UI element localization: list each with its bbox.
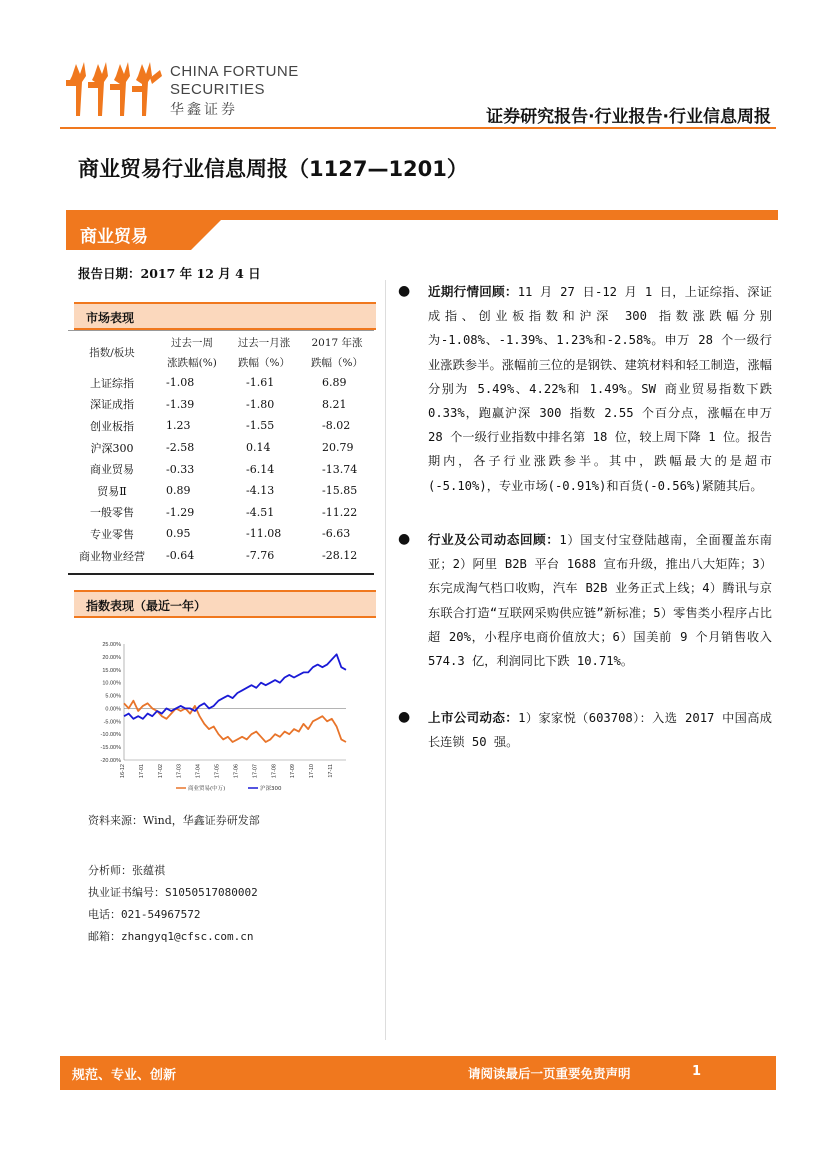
- industry-news-body: 1）国支付宝登陆越南，全面覆盖东南亚；2）阿里 B2B 平台 1688 宣布升级，推出八大矩阵；3）东完成淘气档口收购，汽车 B2B 业务正式上线；4）腾讯与京东联合打造“互联网采购供应链”新标准；5）零售类小程序占比超 20%，小程序电商价值放大；6）国美前 9 个月销售收入 574.3 亿，利润同比下跌 10.71%。: [428, 533, 772, 669]
- x-tick-label: 17-02: [157, 764, 164, 779]
- row-week: -0.33: [166, 462, 195, 476]
- row-name: 贸易Ⅱ: [97, 484, 127, 498]
- header-month-line1: 过去一月涨: [237, 336, 291, 349]
- row-week: -1.39: [166, 397, 195, 411]
- x-tick-label: 17-06: [233, 764, 240, 779]
- table-row: [68, 394, 374, 416]
- y-tick-label: -5.00%: [103, 719, 121, 726]
- sector-banner: [66, 210, 778, 250]
- y-tick-label: 0.00%: [105, 706, 121, 713]
- x-tick-label: 17-09: [290, 764, 297, 779]
- analyst-phone: 电话：021-54967572: [88, 908, 201, 921]
- table-bottom-rule: [68, 573, 374, 575]
- market-performance-title: 市场表现: [74, 302, 376, 330]
- market-performance-table: [68, 332, 374, 566]
- row-name: 深证成指: [90, 398, 134, 412]
- row-month: -11.08: [246, 527, 282, 541]
- bullet-icon: ●: [398, 283, 411, 299]
- legend-label: 沪深300: [260, 786, 282, 792]
- row-name: 沪深300: [90, 441, 134, 455]
- analyst-certificate: 执业证书编号：S1050517080002: [88, 886, 258, 899]
- row-month: -1.80: [246, 397, 275, 411]
- row-ytd: -8.02: [322, 419, 351, 433]
- x-tick-label: 17-08: [271, 764, 278, 779]
- row-month: -1.55: [246, 419, 275, 433]
- row-month: -6.14: [246, 462, 275, 476]
- row-ytd: -15.85: [322, 484, 358, 498]
- analyst-name: 分析师：张蕴祺: [88, 864, 165, 877]
- industry-news-heading: 行业及公司动态回顾：: [428, 532, 560, 547]
- x-tick-label: 17-03: [176, 764, 183, 779]
- header-divider: [60, 127, 776, 129]
- source-note: 资料来源：Wind，华鑫证券研发部: [88, 814, 260, 827]
- header-index-name: 指数/板块: [89, 346, 135, 359]
- row-week: 0.95: [166, 527, 191, 541]
- market-review-body: 11 月 27 日-12 月 1 日，上证综指、深证成指、创业板指数和沪深 300 指数涨跌幅分别为-1.08%、-1.39%、1.23%和-2.58%。申万 28 个一级行业涨跌参半。涨幅前三位的是钢铁、建筑材料和轻工制造，涨幅分别为 5.49%、4.22%和 1.49%。SW 商业贸易指数下跌 0.33%，跑赢沪深 300 指数 2.55 个百分点，涨幅在申万 28 个一级行业指数中排名第 18 位，较上周下降 1 位。报告期内，各子行业涨跌参半。其中，跌幅最大的是超市(-5.10%)，专业市场(-0.91%)和百货(-0.56%)紧随其后。: [428, 285, 772, 493]
- series-line: [124, 654, 346, 719]
- header-week-line1: 过去一周: [171, 336, 213, 349]
- row-month: -7.76: [246, 549, 275, 563]
- index-performance-title: 指数表现（最近一年）: [74, 590, 376, 618]
- row-name: 一般零售: [90, 506, 134, 520]
- row-name: 商业物业经营: [79, 549, 145, 563]
- row-week: 1.23: [166, 419, 191, 433]
- company-logo-mark: [66, 58, 162, 118]
- row-ytd: 8.21: [322, 397, 347, 411]
- row-week: -0.64: [166, 549, 195, 563]
- x-tick-label: 17-10: [309, 764, 316, 779]
- table-row: [68, 437, 374, 459]
- market-review-paragraph: [428, 280, 772, 498]
- logo-text-english-line2: SECURITIES: [170, 81, 266, 98]
- y-tick-label: 15.00%: [102, 667, 121, 674]
- row-name: 商业贸易: [90, 463, 134, 477]
- row-week: 0.89: [166, 484, 191, 498]
- row-name: 上证综指: [90, 376, 134, 390]
- bullet-icon: ●: [398, 531, 411, 547]
- header-month-line2: 跌幅（%）: [238, 356, 290, 369]
- x-tick-label: 17-05: [214, 764, 221, 779]
- table-row: [68, 415, 374, 437]
- company-news-heading: 上市公司动态：: [428, 710, 519, 725]
- series-line: [124, 701, 346, 742]
- footer-disclaimer-note: 请阅读最后一页重要免责声明: [468, 1066, 631, 1081]
- logo-text-english-line1: CHINA FORTUNE: [170, 63, 299, 80]
- company-news-paragraph: [428, 706, 772, 754]
- company-news-body: 1）家家悦（603708）：入选 2017 中国高成长连锁 50 强。: [428, 711, 772, 750]
- document-title: 商业贸易行业信息周报（1127—1201）: [78, 157, 468, 181]
- column-divider: [385, 280, 386, 1040]
- report-type-label: 证券研究报告·行业报告·行业信息周报: [486, 107, 771, 127]
- x-tick-label: 16-12: [120, 764, 126, 779]
- table-row: [68, 545, 374, 567]
- header-year-line1: 2017 年涨: [311, 336, 363, 349]
- report-date: 报告日期：2017 年 12 月 4 日: [78, 266, 261, 281]
- row-month: -1.61: [246, 376, 275, 390]
- industry-news-paragraph: [428, 528, 772, 673]
- y-tick-label: -15.00%: [100, 745, 121, 752]
- row-week: -2.58: [166, 441, 195, 455]
- row-ytd: -28.12: [322, 549, 358, 563]
- bullet-icon: ●: [398, 709, 411, 725]
- row-name: 专业零售: [90, 527, 134, 541]
- row-ytd: 6.89: [322, 376, 347, 390]
- page-number: 1: [692, 1064, 702, 1079]
- table-row: [68, 372, 374, 394]
- table-row: [68, 458, 374, 480]
- y-tick-label: 5.00%: [105, 693, 121, 700]
- row-ytd: -11.22: [322, 505, 358, 519]
- row-name: 创业板指: [90, 419, 134, 433]
- header-year-line2: 跌幅（%）: [311, 356, 363, 369]
- table-row: [68, 480, 374, 502]
- index-performance-chart: [84, 630, 374, 800]
- row-month: 0.14: [246, 441, 271, 455]
- x-tick-label: 17-04: [195, 764, 202, 779]
- y-tick-label: 10.00%: [102, 680, 121, 687]
- sector-label: 商业贸易: [80, 227, 148, 247]
- row-week: -1.08: [166, 376, 195, 390]
- row-ytd: -6.63: [322, 527, 351, 541]
- logo-text-chinese: 华鑫证券: [170, 102, 238, 118]
- row-month: -4.51: [246, 505, 275, 519]
- y-tick-label: -20.00%: [100, 758, 121, 764]
- x-tick-label: 17-07: [252, 764, 259, 779]
- table-row: [68, 502, 374, 524]
- header-week-line2: 涨跌幅(%): [167, 356, 217, 369]
- y-tick-label: -10.00%: [100, 732, 121, 739]
- row-ytd: 20.79: [322, 441, 354, 455]
- y-tick-label: 25.00%: [102, 642, 121, 648]
- analyst-email: 邮箱：zhangyq1@cfsc.com.cn: [88, 930, 254, 943]
- row-month: -4.13: [246, 484, 275, 498]
- legend-label: 商业贸易(中万): [188, 786, 226, 792]
- table-header-row-1: [68, 332, 374, 352]
- x-tick-label: 17-01: [138, 764, 145, 779]
- x-tick-label: 17-11: [328, 764, 334, 778]
- footer-slogan: 规范、专业、创新: [72, 1068, 177, 1083]
- market-table-body: [68, 372, 374, 566]
- table-top-rule: [68, 330, 374, 331]
- row-ytd: -13.74: [322, 462, 358, 476]
- row-week: -1.29: [166, 505, 195, 519]
- market-review-heading: 近期行情回顾：: [428, 284, 518, 299]
- table-row: [68, 523, 374, 545]
- y-tick-label: 20.00%: [102, 654, 121, 661]
